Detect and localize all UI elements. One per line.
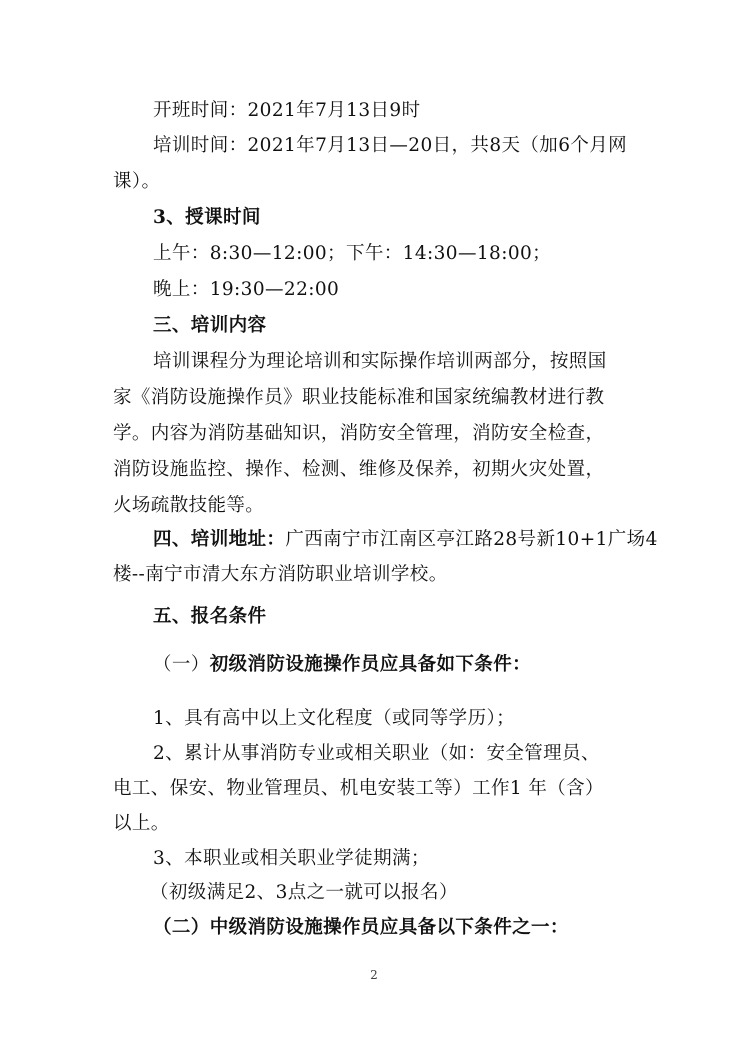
open-time-line: 开班时间：2021年7月13日9时 — [153, 100, 421, 121]
req-2-line-1: 2、累计从事消防专业或相关职业（如：安全管理员、 — [153, 743, 600, 764]
content-line-1: 培训课程分为理论培训和实际操作培训两部分，按照国 — [153, 351, 607, 372]
content-line-3: 学。内容为消防基础知识，消防安全管理，消防安全检查， — [113, 423, 605, 444]
address-text: 广西南宁市江南区亭江路28号新10+1广场4 — [285, 529, 658, 550]
page-number: 2 — [370, 968, 378, 982]
requirements-heading: 五、报名条件 — [153, 606, 267, 627]
req-1-line: 1、具有高中以上文化程度（或同等学历）； — [153, 708, 516, 729]
address-line-2: 楼--南宁市清大东方消防职业培训学校。 — [113, 564, 448, 585]
junior-heading-text: 初级消防设施操作员应具备如下条件： — [209, 654, 532, 675]
intermediate-heading: （二）中级消防设施操作员应具备以下条件之一： — [153, 917, 569, 938]
content-line-5: 火场疏散技能等。 — [113, 495, 265, 516]
req-3-line: 3、本职业或相关职业学徒期满； — [153, 848, 430, 869]
junior-heading-prefix: （一） — [153, 654, 210, 675]
content-heading: 三、培训内容 — [153, 315, 267, 336]
req-2-line-3: 以上。 — [113, 813, 170, 834]
class-time-line-1: 上午：8:30—12:00；下午：14:30—18:00； — [153, 243, 552, 264]
training-time-line-2: 课）。 — [113, 171, 161, 192]
junior-note: （初级满足2、3点之一就可以报名） — [150, 882, 458, 903]
content-line-4: 消防设施监控、操作、检测、维修及保养，初期火灾处置， — [113, 459, 605, 480]
class-time-heading: 3、授课时间 — [153, 207, 261, 228]
req-2-line-2: 电工、保安、物业管理员、机电安装工等）工作1 年（含） — [113, 778, 604, 799]
training-time-line-1: 培训时间：2021年7月13日—20日，共8天（加6个月网 — [153, 135, 628, 156]
content-line-2: 家《消防设施操作员》职业技能标准和国家统编教材进行教 — [113, 387, 605, 408]
class-time-line-2: 晚上：19:30—22:00 — [153, 279, 340, 300]
address-line-1 — [153, 527, 658, 553]
address-label: 四、培训地址： — [153, 529, 286, 550]
junior-heading — [153, 652, 531, 678]
